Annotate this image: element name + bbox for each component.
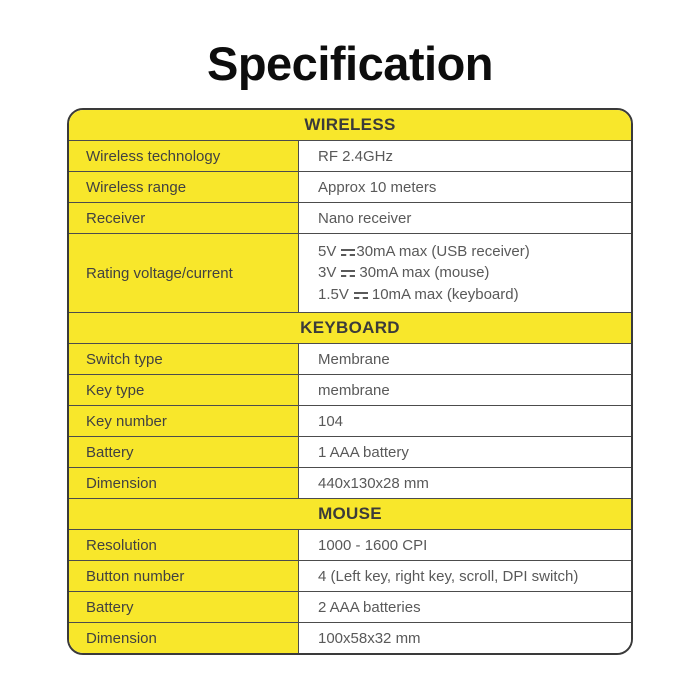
voltage-pre: 1.5V xyxy=(318,285,349,303)
table-row-wireless-technology xyxy=(69,140,631,171)
row-value: 4 (Left key, right key, scroll, DPI switch) xyxy=(298,561,631,591)
table-row-mouse-battery xyxy=(69,591,631,622)
row-label: Dimension xyxy=(69,468,298,498)
row-value: 1 AAA battery xyxy=(298,437,631,467)
row-value: 1000 - 1600 CPI xyxy=(298,530,631,560)
voltage-line xyxy=(318,284,519,306)
row-value: 100x58x32 mm xyxy=(298,623,631,653)
section-header-keyboard: KEYBOARD xyxy=(69,312,631,343)
voltage-post: 30mA max (USB receiver) xyxy=(356,242,530,260)
voltage-pre: 5V xyxy=(318,242,337,260)
table-row-keyboard-dimension xyxy=(69,467,631,498)
row-label: Wireless technology xyxy=(69,141,298,171)
row-label: Battery xyxy=(69,437,298,467)
table-row-key-number xyxy=(69,405,631,436)
voltage-line xyxy=(318,262,489,284)
table-row-key-type xyxy=(69,374,631,405)
row-label: Wireless range xyxy=(69,172,298,202)
table-row-mouse-dimension xyxy=(69,622,631,653)
voltage-line xyxy=(318,241,530,263)
dc-current-icon xyxy=(341,248,355,256)
table-row-rating-voltage-current xyxy=(69,233,631,312)
table-row-resolution xyxy=(69,529,631,560)
row-value: Membrane xyxy=(298,344,631,374)
dc-current-icon xyxy=(354,291,368,299)
table-row-keyboard-battery xyxy=(69,436,631,467)
page-title: Specification xyxy=(206,37,493,90)
table-row-button-number xyxy=(69,560,631,591)
row-label: Button number xyxy=(69,561,298,591)
row-label: Battery xyxy=(69,592,298,622)
voltage-pre: 3V xyxy=(318,264,337,282)
voltage-post: 30mA max (mouse) xyxy=(359,264,490,282)
row-value: 440x130x28 mm xyxy=(298,468,631,498)
row-value: membrane xyxy=(298,375,631,405)
table-row-switch-type xyxy=(69,343,631,374)
row-value xyxy=(298,234,631,312)
spec-table xyxy=(67,108,633,655)
dc-current-icon xyxy=(341,269,355,277)
row-label: Key number xyxy=(69,406,298,436)
row-label: Rating voltage/current xyxy=(69,234,298,312)
section-header-wireless: WIRELESS xyxy=(69,110,631,140)
row-value: 104 xyxy=(298,406,631,436)
row-value: Nano receiver xyxy=(298,203,631,233)
table-row-receiver xyxy=(69,202,631,233)
voltage-post: 10mA max (keyboard) xyxy=(371,285,519,303)
table-row-wireless-range xyxy=(69,171,631,202)
row-label: Key type xyxy=(69,375,298,405)
row-label: Receiver xyxy=(69,203,298,233)
row-label: Dimension xyxy=(69,623,298,653)
row-label: Switch type xyxy=(69,344,298,374)
row-value: RF 2.4GHz xyxy=(298,141,631,171)
row-value: 2 AAA batteries xyxy=(298,592,631,622)
section-header-mouse: MOUSE xyxy=(69,498,631,529)
row-value: Approx 10 meters xyxy=(298,172,631,202)
row-label: Resolution xyxy=(69,530,298,560)
